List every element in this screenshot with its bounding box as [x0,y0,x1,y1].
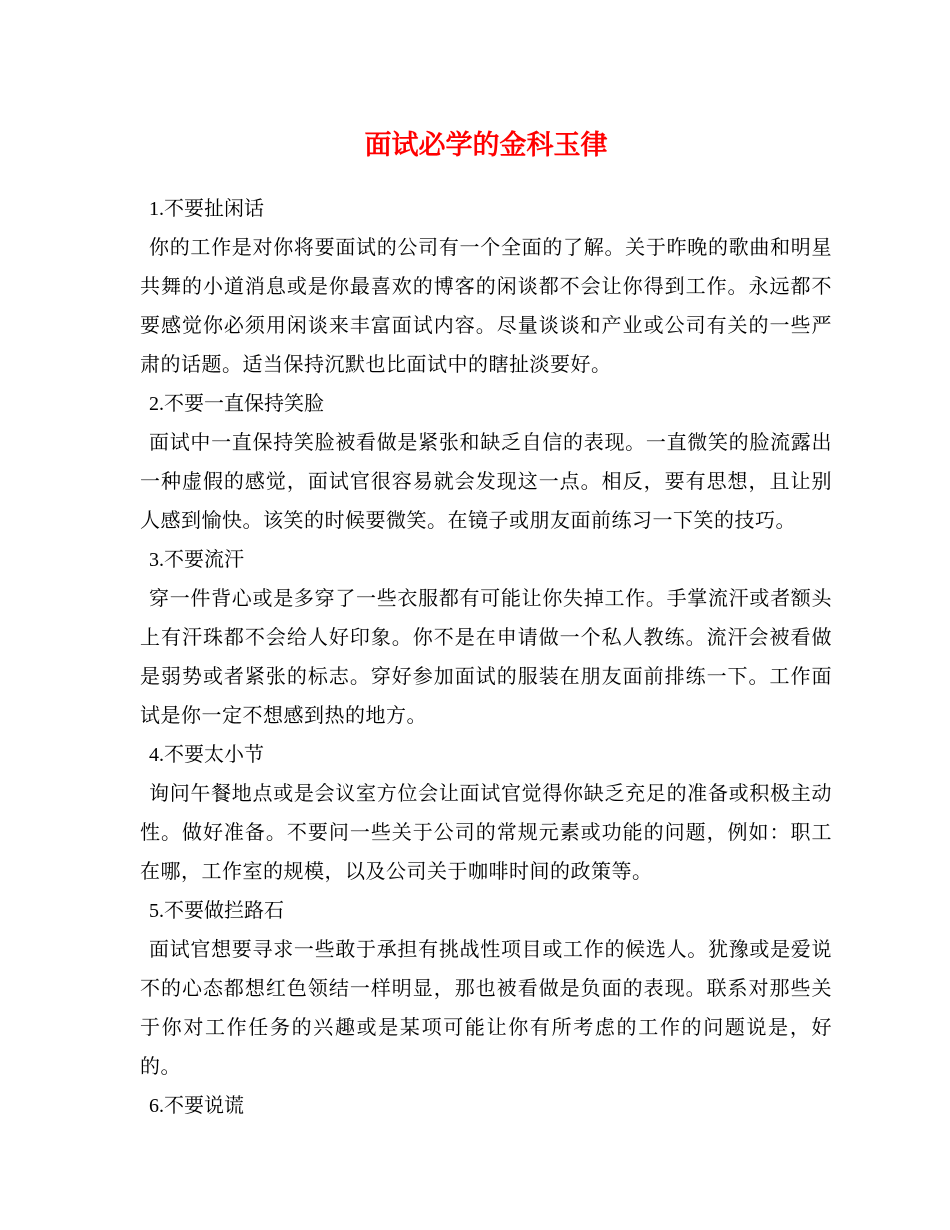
section-2 [140,385,832,541]
section-heading: 5.不要做拦路石 [149,900,284,922]
section-6 [140,1087,832,1126]
section-3 [140,541,832,736]
section-heading: 2.不要一直保持笑脸 [149,393,324,415]
section-4 [140,736,832,892]
section-body: 你的工作是对你将要面试的公司有一个全面的了解。关于昨晚的歌曲和明星共舞的小道消息或是你最喜欢的博客的闲谈都不会让你得到工作。永远都不要感觉你必须用闲谈来丰富面试内容。尽量谈谈和产业或公司有关的一些严肃的话题。适当保持沉默也比面试中的瞎扯淡要好。 [140,237,832,376]
section-body: 面试官想要寻求一些敢于承担有挑战性项目或工作的候选人。犹豫或是爱说不的心态都想红色领结一样明显，那也被看做是负面的表现。联系对那些关于你对工作任务的兴趣或是某项可能让你有所考虑的工作的问题说是，好的。 [140,939,832,1078]
document-title: 面试必学的金科玉律 [364,130,608,160]
section-body: 询问午餐地点或是会议室方位会让面试官觉得你缺乏充足的准备或积极主动性。做好准备。不要问一些关于公司的常规元素或功能的问题，例如：职工在哪，工作室的规模，以及公司关于咖啡时间的政策等。 [140,783,832,883]
section-body: 穿一件背心或是多穿了一些衣服都有可能让你失掉工作。手掌流汗或者额头上有汗珠都不会给人好印象。你不是在申请做一个私人教练。流汗会被看做是弱势或者紧张的标志。穿好参加面试的服装在朋友面前排练一下。工作面试是你一定不想感到热的地方。 [140,588,832,727]
section-heading: 6.不要说谎 [149,1095,244,1117]
section-heading: 3.不要流汗 [149,549,244,571]
section-heading: 1.不要扯闲话 [149,198,264,220]
section-heading: 4.不要太小节 [149,744,264,766]
section-5 [140,892,832,1087]
section-1 [140,190,832,385]
section-body: 面试中一直保持笑脸被看做是紧张和缺乏自信的表现。一直微笑的脸流露出一种虚假的感觉，面试官很容易就会发现这一点。相反，要有思想，且让别人感到愉快。该笑的时候要微笑。在镜子或朋友面前练习一下笑的技巧。 [140,432,832,532]
